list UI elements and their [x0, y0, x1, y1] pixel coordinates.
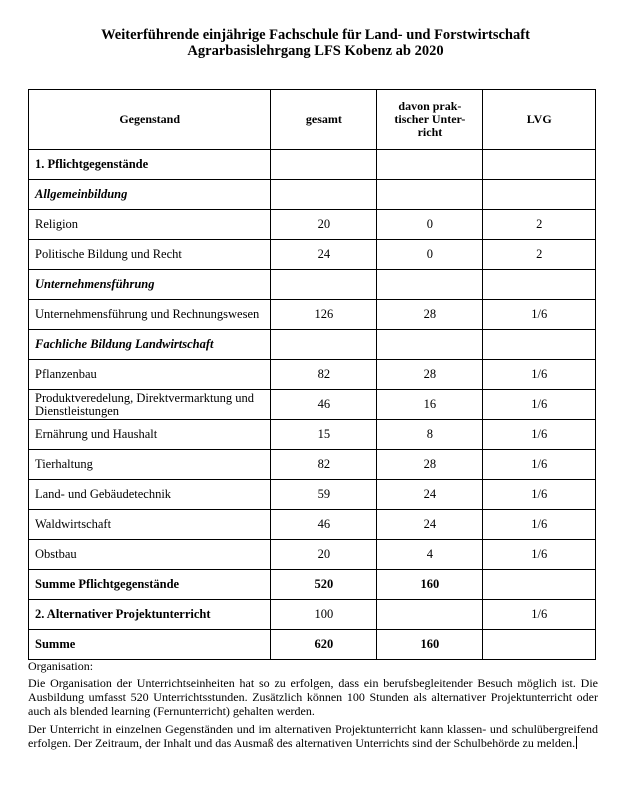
table-row [29, 300, 596, 330]
row-subject: Summe Pflichtgegenstände [29, 570, 271, 600]
organisation-paragraph-2-text: Der Unterricht in einzelnen Gegenständen und im alternativen Projektunterricht kann klassen- und schulübergreifend erfolgen. Der Zeitraum, der Inhalt und das Ausmaß des alternativen Unterrichts sind der Schulbehörde zu melden. [28, 722, 598, 750]
row-lvg: 1/6 [483, 480, 596, 510]
row-lvg: 1/6 [483, 510, 596, 540]
header-practical-line-3: richt [417, 125, 443, 139]
row-total: 15 [271, 420, 377, 450]
row-total [271, 150, 377, 180]
row-total: 126 [271, 300, 377, 330]
row-lvg: 1/6 [483, 300, 596, 330]
row-practical [377, 600, 483, 630]
table-row [29, 270, 596, 300]
row-lvg: 1/6 [483, 450, 596, 480]
row-lvg: 1/6 [483, 360, 596, 390]
header-practical [377, 90, 483, 150]
row-lvg [483, 150, 596, 180]
row-subject: Religion [29, 210, 271, 240]
row-subject: Ernährung und Haushalt [29, 420, 271, 450]
row-lvg: 1/6 [483, 420, 596, 450]
row-total: 520 [271, 570, 377, 600]
row-total: 46 [271, 510, 377, 540]
row-lvg [483, 570, 596, 600]
organisation-label: Organisation: [28, 659, 94, 673]
row-subject: Tierhaltung [29, 450, 271, 480]
row-lvg [483, 630, 596, 660]
row-total: 20 [271, 540, 377, 570]
row-lvg [483, 330, 596, 360]
row-lvg: 2 [483, 210, 596, 240]
organisation-paragraph-1: Die Organisation der Unterrichtseinheiten hat so zu erfolgen, dass ein berufsbegleitender Besuch möglich ist. Die Ausbildung umfasst 520 Unterrichtsstunden. Zusätzlich können 100 Stunden als alternativer Projektunterricht oder auch als blended learning (Fernunterricht) gehalten werden. [28, 676, 598, 718]
row-subject: Pflanzenbau [29, 360, 271, 390]
row-total: 620 [271, 630, 377, 660]
row-practical: 160 [377, 630, 483, 660]
table-row [29, 510, 596, 540]
table-row [29, 600, 596, 630]
header-subject: Gegenstand [29, 90, 271, 150]
row-practical: 0 [377, 210, 483, 240]
table-row [29, 150, 596, 180]
table-row [29, 180, 596, 210]
row-practical: 160 [377, 570, 483, 600]
row-total [271, 330, 377, 360]
document-title [0, 27, 631, 59]
table-row [29, 630, 596, 660]
row-practical: 4 [377, 540, 483, 570]
row-practical [377, 180, 483, 210]
header-total: gesamt [271, 90, 377, 150]
row-lvg: 1/6 [483, 540, 596, 570]
row-subject: Allgemeinbildung [29, 180, 271, 210]
row-practical: 28 [377, 450, 483, 480]
row-total: 20 [271, 210, 377, 240]
table-row [29, 210, 596, 240]
row-total: 82 [271, 360, 377, 390]
row-total: 82 [271, 450, 377, 480]
row-total: 24 [271, 240, 377, 270]
row-subject: Land- und Gebäudetechnik [29, 480, 271, 510]
row-subject: 1. Pflichtgegenstände [29, 150, 271, 180]
row-subject: Waldwirtschaft [29, 510, 271, 540]
row-total: 59 [271, 480, 377, 510]
row-practical: 8 [377, 420, 483, 450]
row-subject: Produktveredelung, Direktvermarktung und Dienstleistungen [29, 390, 271, 420]
row-lvg [483, 180, 596, 210]
table-row [29, 390, 596, 420]
row-subject: Unternehmensführung [29, 270, 271, 300]
row-total: 46 [271, 390, 377, 420]
row-lvg: 2 [483, 240, 596, 270]
curriculum-table [28, 89, 596, 660]
table-header-row [29, 90, 596, 150]
table-row [29, 330, 596, 360]
title-line-2: Agrarbasislehrgang LFS Kobenz ab 2020 [187, 43, 444, 59]
table-row [29, 450, 596, 480]
row-practical: 16 [377, 390, 483, 420]
table-row [29, 360, 596, 390]
table-row [29, 240, 596, 270]
title-line-1: Weiterführende einjährige Fachschule für Land- und Forstwirtschaft [101, 27, 530, 43]
row-subject: Unternehmensführung und Rechnungswesen [29, 300, 271, 330]
row-practical: 28 [377, 360, 483, 390]
row-practical: 24 [377, 480, 483, 510]
row-lvg [483, 270, 596, 300]
header-lvg: LVG [483, 90, 596, 150]
text-cursor [576, 736, 577, 749]
row-practical: 24 [377, 510, 483, 540]
header-practical-line-2: tischer Unter- [394, 112, 466, 126]
row-practical [377, 150, 483, 180]
row-lvg: 1/6 [483, 600, 596, 630]
organisation-paragraph-2[interactable] [28, 722, 598, 750]
table-row [29, 570, 596, 600]
row-lvg: 1/6 [483, 390, 596, 420]
row-total [271, 270, 377, 300]
row-practical: 0 [377, 240, 483, 270]
organisation-section [28, 659, 598, 750]
table-row [29, 540, 596, 570]
table-row [29, 420, 596, 450]
row-subject: Summe [29, 630, 271, 660]
row-total: 100 [271, 600, 377, 630]
row-subject: Politische Bildung und Recht [29, 240, 271, 270]
row-total [271, 180, 377, 210]
row-practical [377, 270, 483, 300]
header-practical-line-1: davon prak- [398, 99, 462, 113]
row-subject: 2. Alternativer Projektunterricht [29, 600, 271, 630]
table-row [29, 480, 596, 510]
row-subject: Obstbau [29, 540, 271, 570]
row-subject: Fachliche Bildung Landwirtschaft [29, 330, 271, 360]
row-practical [377, 330, 483, 360]
row-practical: 28 [377, 300, 483, 330]
